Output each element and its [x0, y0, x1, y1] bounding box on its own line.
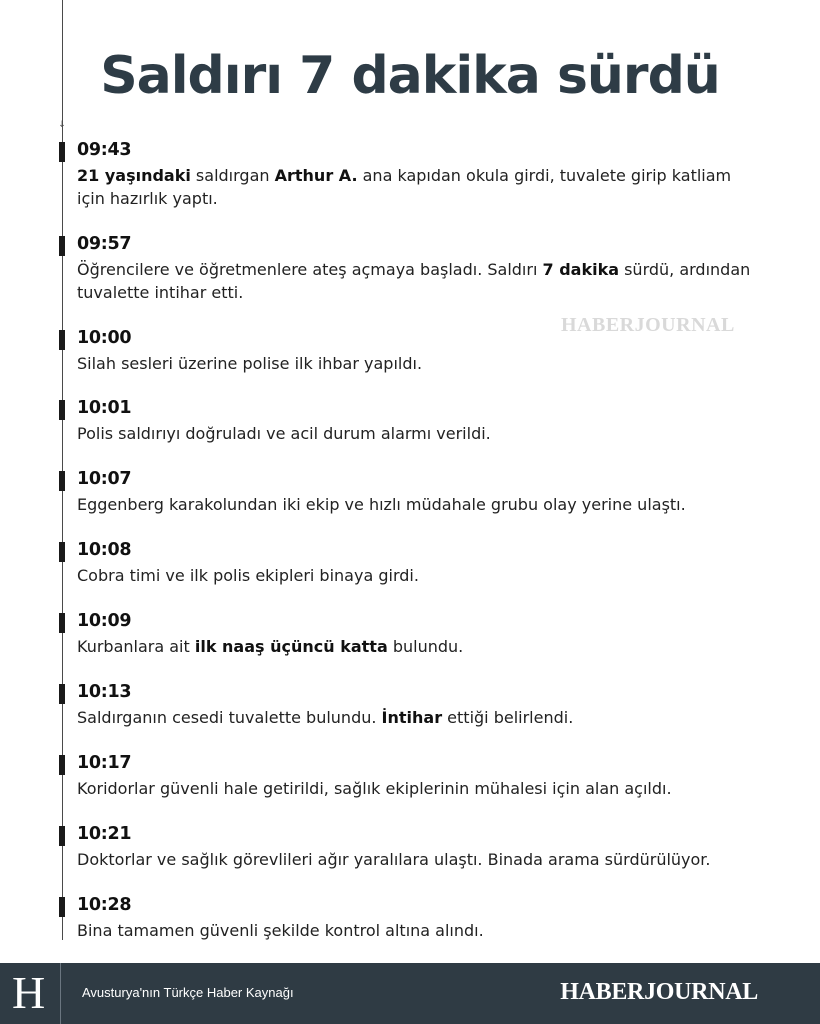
event-time: 10:00 — [77, 328, 132, 348]
event-description — [77, 422, 757, 445]
event-text: Bina tamamen güvenli şekilde kontrol altına alındı. — [77, 921, 484, 940]
footer-brand: HABERJOURNAL — [560, 979, 758, 1005]
event-text: Kurbanlara ait — [77, 637, 195, 656]
event-description — [77, 564, 757, 587]
event-description — [77, 777, 757, 800]
event-marker — [59, 236, 65, 256]
event-description — [77, 164, 757, 210]
event-marker — [59, 400, 65, 420]
footer-bar — [0, 963, 820, 1024]
event-time: 10:17 — [77, 753, 132, 773]
event-time: 10:21 — [77, 824, 132, 844]
event-time: 10:07 — [77, 469, 132, 489]
footer-divider — [60, 963, 61, 1024]
event-marker — [59, 542, 65, 562]
event-time: 09:57 — [77, 234, 132, 254]
event-text: Doktorlar ve sağlık görevlileri ağır yaralılara ulaştı. Binada arama sürdürülüyor. — [77, 850, 711, 869]
event-time: 10:08 — [77, 540, 132, 560]
event-text: Silah sesleri üzerine polise ilk ihbar yapıldı. — [77, 354, 423, 373]
logo: H — [12, 967, 46, 1018]
event-text: Saldırganın cesedi tuvalette bulundu. — [77, 708, 382, 727]
event-marker — [59, 471, 65, 491]
event-highlight: Arthur A. — [274, 166, 358, 185]
event-text: saldırgan — [190, 166, 275, 185]
event-time: 09:43 — [77, 140, 132, 160]
event-highlight: 21 yaşındaki — [77, 166, 191, 185]
event-marker — [59, 330, 65, 350]
event-text: Koridorlar güvenli hale getirildi, sağlık ekiplerinin mühalesi için alan açıldı. — [77, 779, 672, 798]
event-text: ana kapıdan okula girdi, tuvalete girip katliam için hazırlık yaptı. — [77, 166, 732, 208]
event-description — [77, 848, 757, 871]
event-marker — [59, 142, 65, 162]
event-marker — [59, 826, 65, 846]
event-time: 10:28 — [77, 895, 132, 915]
timeline-line — [62, 0, 63, 940]
event-text: ettiği belirlendi. — [442, 708, 574, 727]
event-text: Polis saldırıyı doğruladı ve acil durum alarmı verildi. — [77, 424, 491, 443]
event-highlight: İntihar — [381, 708, 443, 727]
event-marker — [59, 684, 65, 704]
watermark: HABERJOURNAL — [561, 314, 735, 336]
event-description — [77, 919, 757, 942]
footer-tagline: Avusturya'nın Türkçe Haber Kaynağı — [82, 985, 294, 1000]
event-marker — [59, 897, 65, 917]
event-marker — [59, 755, 65, 775]
event-text: Öğrencilere ve öğretmenlere ateş açmaya başladı. Saldırı — [77, 260, 543, 279]
event-time: 10:13 — [77, 682, 132, 702]
event-highlight: ilk naaş üçüncü katta — [194, 637, 388, 656]
event-time: 10:01 — [77, 398, 132, 418]
event-description — [77, 258, 757, 304]
arrow-down-icon: ↓ — [58, 120, 66, 130]
event-description — [77, 493, 757, 516]
event-description — [77, 635, 757, 658]
event-text: Eggenberg karakolundan iki ekip ve hızlı müdahale grubu olay yerine ulaştı. — [77, 495, 686, 514]
event-text: Cobra timi ve ilk polis ekipleri binaya girdi. — [77, 566, 419, 585]
event-text: bulundu. — [387, 637, 464, 656]
event-time: 10:09 — [77, 611, 132, 631]
event-marker — [59, 613, 65, 633]
event-description — [77, 706, 757, 729]
event-description — [77, 352, 757, 375]
event-highlight: 7 dakika — [542, 260, 619, 279]
page-title: Saldırı 7 dakika sürdü — [100, 46, 720, 106]
event-text: sürdü, ardından tuvalette intihar etti. — [77, 260, 751, 302]
